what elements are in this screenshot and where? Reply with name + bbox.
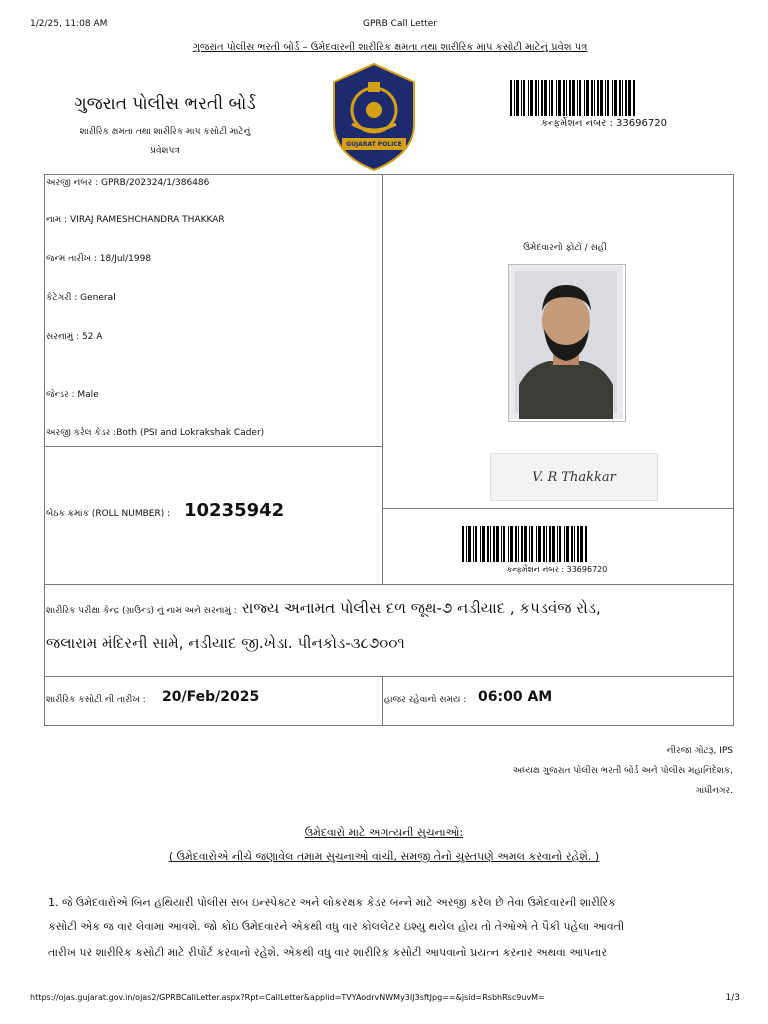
applicant-name: નામ : VIRAJ RAMESHCHANDRA THAKKAR	[46, 215, 225, 225]
gujarat-police-emblem-icon	[330, 62, 418, 172]
org-name: ગુજરાત પોલીસ ભરતી બોર્ડ	[74, 94, 256, 114]
exam-center-line1: રાજ્ય અનામત પોલીસ દળ જૂથ-૭ નડીયાદ , કપડવંજ રોડ,	[241, 599, 601, 617]
confirmation-number-bottom: કન્ફર્મેશન નંબર : 33696720	[506, 565, 608, 574]
org-subtitle-2: પ્રવેશપત્ર	[150, 146, 180, 156]
page-heading: ગુજરાત પોલીસ ભરતી બોર્ડ – ઉમેદવારની શારીરિક ક્ષમતા તથા શારીરિક માપ કસોટી માટેનું પ્રવેશ પત્ર	[192, 42, 588, 53]
roll-number-label: બેઠક ક્રમાંક (ROLL NUMBER) :	[46, 509, 171, 519]
exam-center	[46, 598, 730, 617]
signatory-name: નીરજા ગોટરૂ, IPS	[666, 746, 733, 756]
footer-url[interactable]: https://ojas.gujarat.gov.in/ojas2/GPRBCallLetter.aspx?Rpt=CallLetter&applid=TVYAodrvNWMy3IJ3sftJpg==&jsid=RsbhRsc9uvM=	[30, 993, 545, 1002]
signatory-designation: અધ્યક્ષ ગુજરાત પોલીસ ભરતી બોર્ડ અને પોલીસ મહાનિદેશક,	[512, 766, 733, 776]
logo-text: GUJARAT POLICE	[346, 141, 402, 148]
instruction-item-1-line1: 1. જે ઉમેદવારોએ બિન હથિયારી પોલીસ સબ ઇન્સ્પેક્ટર અને લોકરક્ષક કેડર બંન્ને માટે અરજી કરેલ છે તેવા ઉમેદવારની શારીરિક	[48, 896, 616, 909]
exam-date-value: 20/Feb/2025	[162, 689, 260, 705]
photo-label: ઉમેદવારનો ફોટો / સહી	[523, 243, 607, 253]
signature-text: V. R Thakkar	[532, 469, 616, 485]
applicant-category: કેટેગરી : General	[46, 293, 116, 303]
roll-number-value: 10235942	[184, 500, 285, 521]
org-subtitle-1: શારીરિક ક્ષમતા તથા શારીરિક માપ કસોટી માટેનું	[79, 127, 251, 137]
print-title: GPRB Call Letter	[362, 19, 438, 29]
print-datetime: 1/2/25, 11:08 AM	[30, 19, 108, 29]
instruction-item-1-line3: તારીખ પર શારીરિક કસોટી માટે રીપોર્ટ કરવાનો રહેશે. એકથી વધુ વાર શારીરિક કસોટી આપવાનો પ્રયત્ન કરનાર અથવા આપનાર	[48, 946, 607, 959]
instructions-title: ઉમેદવારો માટે અગત્યની સુચનાઓ:	[304, 826, 464, 839]
applicant-gender: જેન્ડર : Male	[46, 390, 99, 400]
page-number: 1/3	[725, 993, 740, 1003]
confirmation-barcode-bottom	[462, 526, 652, 562]
exam-center-label: શારીરિક પરીક્ષા કેન્દ્ર (ગ્રાઉન્ડ) નું નામ અને સરનામું :	[46, 606, 237, 616]
exam-date-label: શારીરિક કસોટી ની તારીખ :	[46, 695, 146, 705]
applicant-cadre: અરજી કરેલ કેડર :Both (PSI and Lokrakshak Cader)	[46, 428, 265, 438]
signatory-place: ગાંધીનગર.	[695, 786, 733, 796]
applicant-dob: જન્મ તારીખ : 18/Jul/1998	[46, 254, 152, 264]
applicant-signature	[490, 453, 658, 501]
confirmation-number-top: કન્ફર્મેશન નંબર : 33696720	[541, 118, 667, 129]
instructions-subtitle: ( ઉમેદવારોએ નીચે જણાવેલ તમામ સુચનાઓ વાંચી, સમજી તેનો ચુસ્તપણે અમલ કરવાનો રહેશે. )	[168, 850, 600, 863]
applicant-photo	[508, 264, 626, 422]
applicant-address: સરનામું : 52 A	[46, 332, 103, 342]
exam-center-line2: જલારામ મંદિરની સામે, નડીયાદ જી.ખેડા. પીનકોડ-૩૮૭૦૦૧	[46, 634, 405, 652]
reporting-time-value: 06:00 AM	[478, 689, 553, 705]
instruction-item-1-line2: કસોટી એક જ વાર લેવામાં આવશે. જો કોઇ ઉમેદવારને એકથી વધુ વાર કોલલેટર ઇશ્યુ થયેલ હોય તો તેઓએ તે પૈકી પહેલા આવતી	[48, 920, 625, 933]
reporting-time-label: હાજર રહેવાનો સમય :	[384, 695, 467, 705]
application-number: અરજી નંબર : GPRB/202324/1/386486	[46, 178, 210, 188]
confirmation-barcode-top	[510, 80, 698, 116]
